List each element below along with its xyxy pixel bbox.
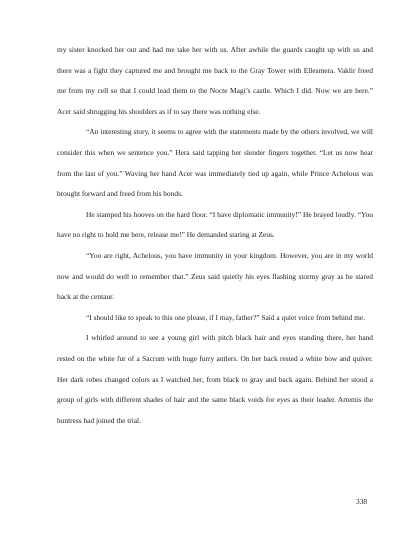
paragraph: my sister knocked her out and had me take her with us. After awhile the guards caught up with us and there was a fight they captured me and brought me back to the Gray Tower with Ellesmera. Vaklir freed me from my cell so that I could lead them to the Nocte Magi’s castle. Which I did. Now we are here.” Acer said shrugging his shoulders as if to say there was nothing else. [57, 45, 373, 116]
paragraph: “You are right, Achelous, you have immunity in your kingdom. However, you are in my world now and would do well to remember that.” Zeus said quietly his eyes flashing stormy gray as he stared back at the centaur. [57, 250, 373, 302]
paragraph: I whirled around to see a young girl with pitch black hair and eyes standing there, her hand rested on the white fur of a Sacrum with huge furry antlers. On her back rested a white bow and quiver. Her dark robes changed colors as I watched her, from black to gray and back again. Behind her stood a group of girls with different shades of hair and the same black voids for eyes as their leader. Artemis the huntress had joined the trial. [57, 333, 373, 425]
body-text [57, 40, 373, 431]
paragraph: “An interesting story, it seems to agree with the statements made by the others involved, we will consider this when we sentence you.” Hera said tapping her slender fingers together. “Let us now hear from the last of you.” Waving her hand Acer was immediately tied up again, while Prince Achelous was brought forward and freed from his bonds. [57, 127, 373, 199]
page-number: 338 [356, 497, 368, 506]
paragraph: “I should like to speak to this one please, if I may, father?” Said a quiet voice from behind me. [86, 312, 366, 322]
paragraph: He stamped his hooves on the hard floor. “I have diplomatic immunity!” He brayed loudly. “You have no right to hold me here, release me!” He demanded staring at Zeus. [57, 209, 373, 240]
